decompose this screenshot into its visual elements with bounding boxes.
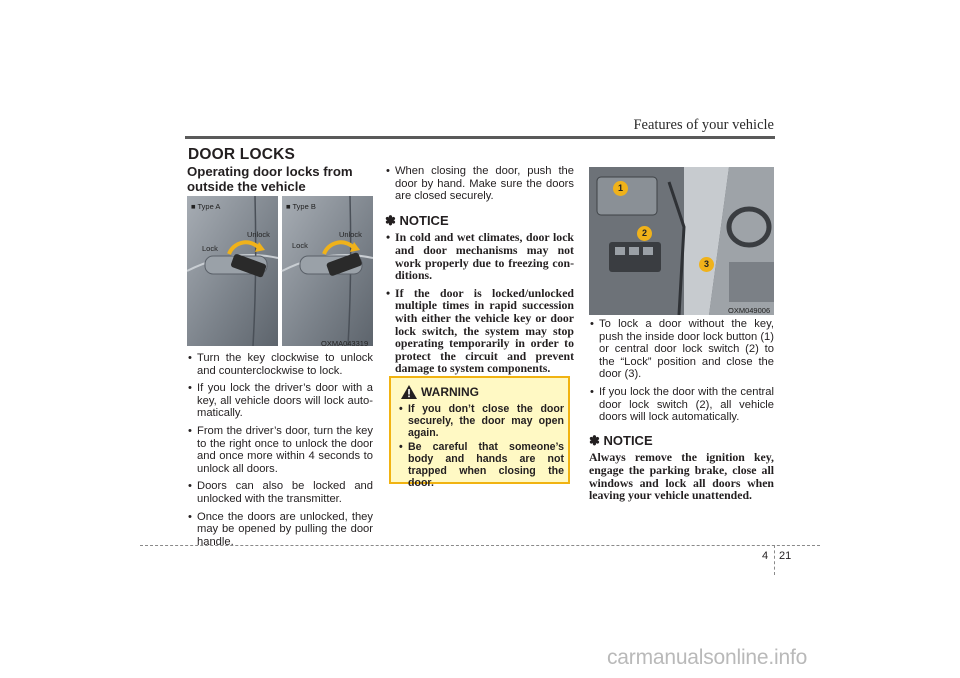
watermark: carmanualsonline.info — [607, 646, 808, 669]
lock-label-a: Lock — [202, 244, 218, 253]
notice-heading: ✽ NOTICE — [589, 432, 653, 448]
image-code-1: OXMA043319 — [321, 339, 369, 348]
chapter-number: 4 — [762, 550, 769, 562]
warning-title: WARNING — [421, 385, 479, 399]
column-3 — [589, 318, 774, 502]
notice-item: • If the door is locked/unlocked multiple times in rapid succession with either the vehicle key or door lock switch, the system may stop operating temporarily in order to protect the circuit and prevent damage to system components. — [385, 287, 574, 375]
list-item: • To lock a door without the key, push the inside door lock button (1) or central door lock switch (2) to the “Lock” position and close the door (3). — [589, 318, 774, 381]
lock-label-b: Lock — [292, 241, 308, 250]
callout-2: 2 — [637, 226, 652, 241]
list-item: • When closing the door, push the door by hand. Make sure the doors are closed securely. — [385, 165, 574, 203]
column-1-bullets — [187, 352, 373, 553]
list-item: • If you lock the door with the central door lock switch (2), all vehicle doors will lock automatically. — [589, 386, 774, 424]
section-title: DOOR LOCKS — [188, 146, 296, 163]
unlock-label-a: Unlock — [247, 230, 270, 239]
notice-text: Always remove the ignition key, engage the parking brake, close all windows and lock all doors when leaving your vehicle unattended. — [589, 450, 774, 503]
unlock-label-b: Unlock — [339, 230, 362, 239]
list-item: • If you lock the driver’s door with a key, all vehicle doors will lock auto-matically. — [187, 382, 373, 420]
key-lock-photo — [187, 196, 373, 346]
warning-item: • Be careful that someone’s body and hands are not trapped when closing the door. — [398, 442, 564, 489]
warning-item: • If you don’t close the door securely, the door may open again. — [398, 404, 564, 439]
type-a-label: ■ Type A — [191, 202, 221, 211]
callout-3: 3 — [699, 257, 714, 272]
column-2 — [385, 165, 574, 380]
type-b-label: ■ Type B — [286, 202, 316, 211]
warning-triangle-icon — [401, 385, 417, 399]
door-interior-photo — [589, 167, 774, 315]
footer-rule — [140, 545, 820, 546]
key-lock-illustration — [187, 196, 373, 346]
callout-1: 1 — [613, 181, 628, 196]
list-item: • Doors can also be locked and unlocked with the transmitter. — [187, 480, 373, 505]
header-rule — [185, 136, 775, 139]
subheading-outside-locks: Operating door locks from outside the vehicle — [187, 164, 353, 194]
running-header: Features of your vehicle — [633, 117, 774, 133]
footer-divider — [774, 545, 775, 575]
list-item: • Turn the key clockwise to unlock and counterclockwise to lock. — [187, 352, 373, 377]
notice-item: • In cold and wet climates, door lock and door mechanisms may not work properly due to freezing con-ditions. — [385, 231, 574, 281]
warning-box — [389, 376, 570, 489]
image-code-2: OXM049006 — [728, 306, 771, 315]
page-number: 21 — [779, 550, 792, 562]
list-item: • Once the doors are unlocked, they may be opened by pulling the door handle. — [187, 511, 373, 549]
notice-heading: ✽ NOTICE — [385, 212, 449, 228]
list-item: • From the driver’s door, turn the key to the right once to unlock the door and once more within 4 seconds to unlock all doors. — [187, 425, 373, 475]
column-1 — [187, 165, 373, 194]
